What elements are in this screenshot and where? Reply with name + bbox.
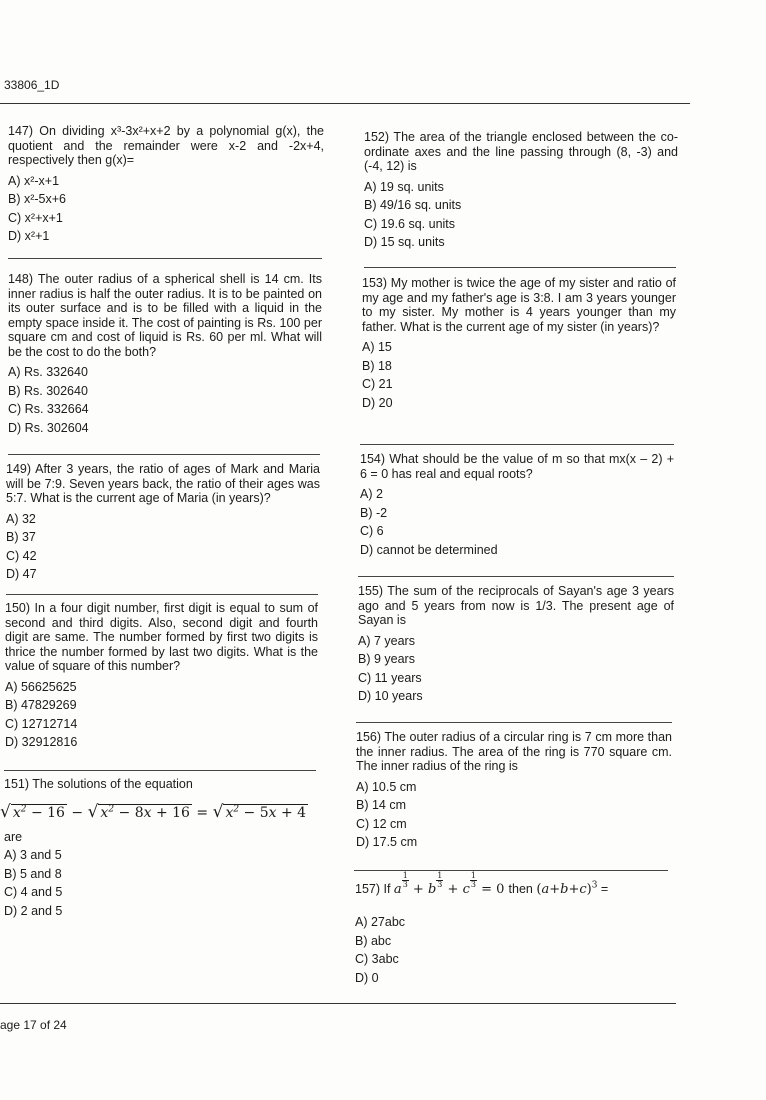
option-c: C) 4 and 5 xyxy=(4,885,63,899)
option-c: C) 21 xyxy=(362,377,393,391)
question-156 xyxy=(356,730,672,852)
question-divider xyxy=(4,770,316,771)
question-stem xyxy=(355,872,671,903)
question-stem: 156) The outer radius of a circular ring is 7 cm more than the inner radius. The area of the ring is 770 square cm. The inner radius of the ring is xyxy=(356,730,672,773)
question-stem: 150) In a four digit number, first digit is equal to sum of second and third digits. Also, second digit and fourth digit are same. The number formed by first two digits is thrice the number formed by last two digits. What is the value of square of this number? xyxy=(5,601,318,673)
question-divider xyxy=(356,722,672,723)
option-a: A) 19 sq. units xyxy=(364,179,444,194)
document-code: 33806_1D xyxy=(4,78,60,92)
question-stem: 154) What should be the value of m so that mx(x – 2) + 6 = 0 has real and equal roots? xyxy=(360,452,674,481)
option-d: D) 10 years xyxy=(358,689,423,703)
option-a: A) x²-x+1 xyxy=(8,173,60,188)
question-stem: 152) The area of the triangle enclosed between the co-ordinate axes and the line passing through (8, -3) and (-4, 12) is xyxy=(364,130,678,173)
question-stem: 155) The sum of the reciprocals of Sayan's age 3 years ago and 5 years from now is 1/3. The present age of Sayan is xyxy=(358,584,674,627)
option-d: D) 47 xyxy=(6,567,37,581)
option-c: C) 42 xyxy=(6,548,37,563)
option-a: A) 32 xyxy=(6,511,36,526)
question-148 xyxy=(8,272,322,437)
option-b: B) x²-5x+6 xyxy=(8,192,67,206)
option-d: D) 32912816 xyxy=(5,735,78,749)
question-stem: 151) The solutions of the equation xyxy=(4,777,193,791)
question-150 xyxy=(5,601,318,752)
question-stem: 147) On dividing x³-3x²+x+2 by a polynomial g(x), the quotient and the remainder were x-2 and -2x+4, respectively then g(x)= xyxy=(8,124,324,167)
question-divider xyxy=(354,870,668,871)
stem-middle: then xyxy=(508,882,533,896)
equation-tail: are xyxy=(4,829,23,844)
option-b: B) Rs. 302640 xyxy=(8,383,88,398)
question-157 xyxy=(355,872,671,987)
option-d: D) 2 and 5 xyxy=(4,903,63,918)
option-a: A) 2 xyxy=(360,487,383,501)
option-d: D) 15 sq. units xyxy=(364,235,445,249)
question-154 xyxy=(360,452,674,559)
option-a: A) 3 and 5 xyxy=(4,848,62,862)
option-c: C) 19.6 sq. units xyxy=(364,216,456,231)
question-divider xyxy=(6,594,318,595)
option-b: B) 49/16 sq. units xyxy=(364,198,462,212)
option-d: D) Rs. 302604 xyxy=(8,420,89,435)
option-c: C) 6 xyxy=(360,524,384,538)
option-d: D) x²+1 xyxy=(8,229,50,243)
option-d: D) cannot be determined xyxy=(360,542,498,557)
header-divider xyxy=(0,103,690,104)
question-divider xyxy=(8,454,320,455)
option-a: A) 7 years xyxy=(358,633,415,648)
stem-prefix: 157) If xyxy=(355,882,391,896)
option-b: B) 37 xyxy=(6,530,36,544)
option-b: B) 47829269 xyxy=(5,698,77,712)
option-c: C) 11 years xyxy=(358,670,422,685)
question-divider xyxy=(364,267,676,268)
option-b: B) 18 xyxy=(362,358,392,373)
option-a: A) 15 xyxy=(362,340,392,354)
question-divider xyxy=(8,258,322,259)
equation: a $\frac{1}{3}$ + b $\frac{1}{3}$ + c $\frac{1}{3}$ = 0 xyxy=(393,871,505,897)
page-number: age 17 of 24 xyxy=(0,1018,67,1032)
option-b: B) 14 cm xyxy=(356,798,407,812)
option-c: C) x²+x+1 xyxy=(8,210,63,225)
question-divider xyxy=(360,444,674,445)
question-155 xyxy=(358,584,674,706)
option-a: A) 27abc xyxy=(355,915,406,929)
question-149 xyxy=(6,462,320,584)
option-b: B) abc xyxy=(355,933,392,948)
option-c: C) Rs. 332664 xyxy=(8,402,89,416)
option-a: A) Rs. 332640 xyxy=(8,365,88,379)
question-147 xyxy=(8,124,324,246)
question-151 xyxy=(0,777,316,920)
option-b: B) 9 years xyxy=(358,652,415,666)
stem-suffix: = xyxy=(600,882,609,896)
option-a: A) 10.5 cm xyxy=(356,779,417,794)
option-b: B) 5 and 8 xyxy=(4,866,62,881)
question-stem: 153) My mother is twice the age of my sister and ratio of my age and my father's age is 3:8. I am 3 years younger to my sister. My mother is 4 years younger than my father. What is the current age of my sister (in years)? xyxy=(362,276,676,334)
option-d: D) 17.5 cm xyxy=(356,835,418,849)
question-stem: 149) After 3 years, the ratio of ages of Mark and Maria will be 7:9. Seven years back, the ratio of their ages was 5:7. What is the current age of Maria (in years)? xyxy=(6,462,320,505)
option-c: C) 12 cm xyxy=(356,816,407,831)
question-divider xyxy=(358,576,674,577)
option-b: B) -2 xyxy=(360,505,388,520)
option-d: D) 20 xyxy=(362,395,393,410)
option-c: C) 3abc xyxy=(355,952,399,966)
option-c: C) 12712714 xyxy=(5,716,78,731)
question-153 xyxy=(362,276,676,412)
option-a: A) 56625625 xyxy=(5,679,77,694)
option-d: D) 0 xyxy=(355,970,379,985)
question-stem: 148) The outer radius of a spherical shell is 14 cm. Its inner radius is half the outer radius. It is to be painted on its outer surface and is to be filled with a liquid in the empty space inside it. The cost of painting is Rs. 100 per square cm and cost of liquid is Rs. 60 per ml. What will be the cost to do the both? xyxy=(8,272,322,359)
question-152 xyxy=(364,130,678,252)
equation: √ $x^2 - 16$ − √ $x^2 - 8x + 16$ = √ $x^2 - 5x + 4$ xyxy=(0,801,307,822)
expression: $(a+b+c)^3$ xyxy=(536,880,598,897)
footer-divider xyxy=(0,1003,676,1004)
